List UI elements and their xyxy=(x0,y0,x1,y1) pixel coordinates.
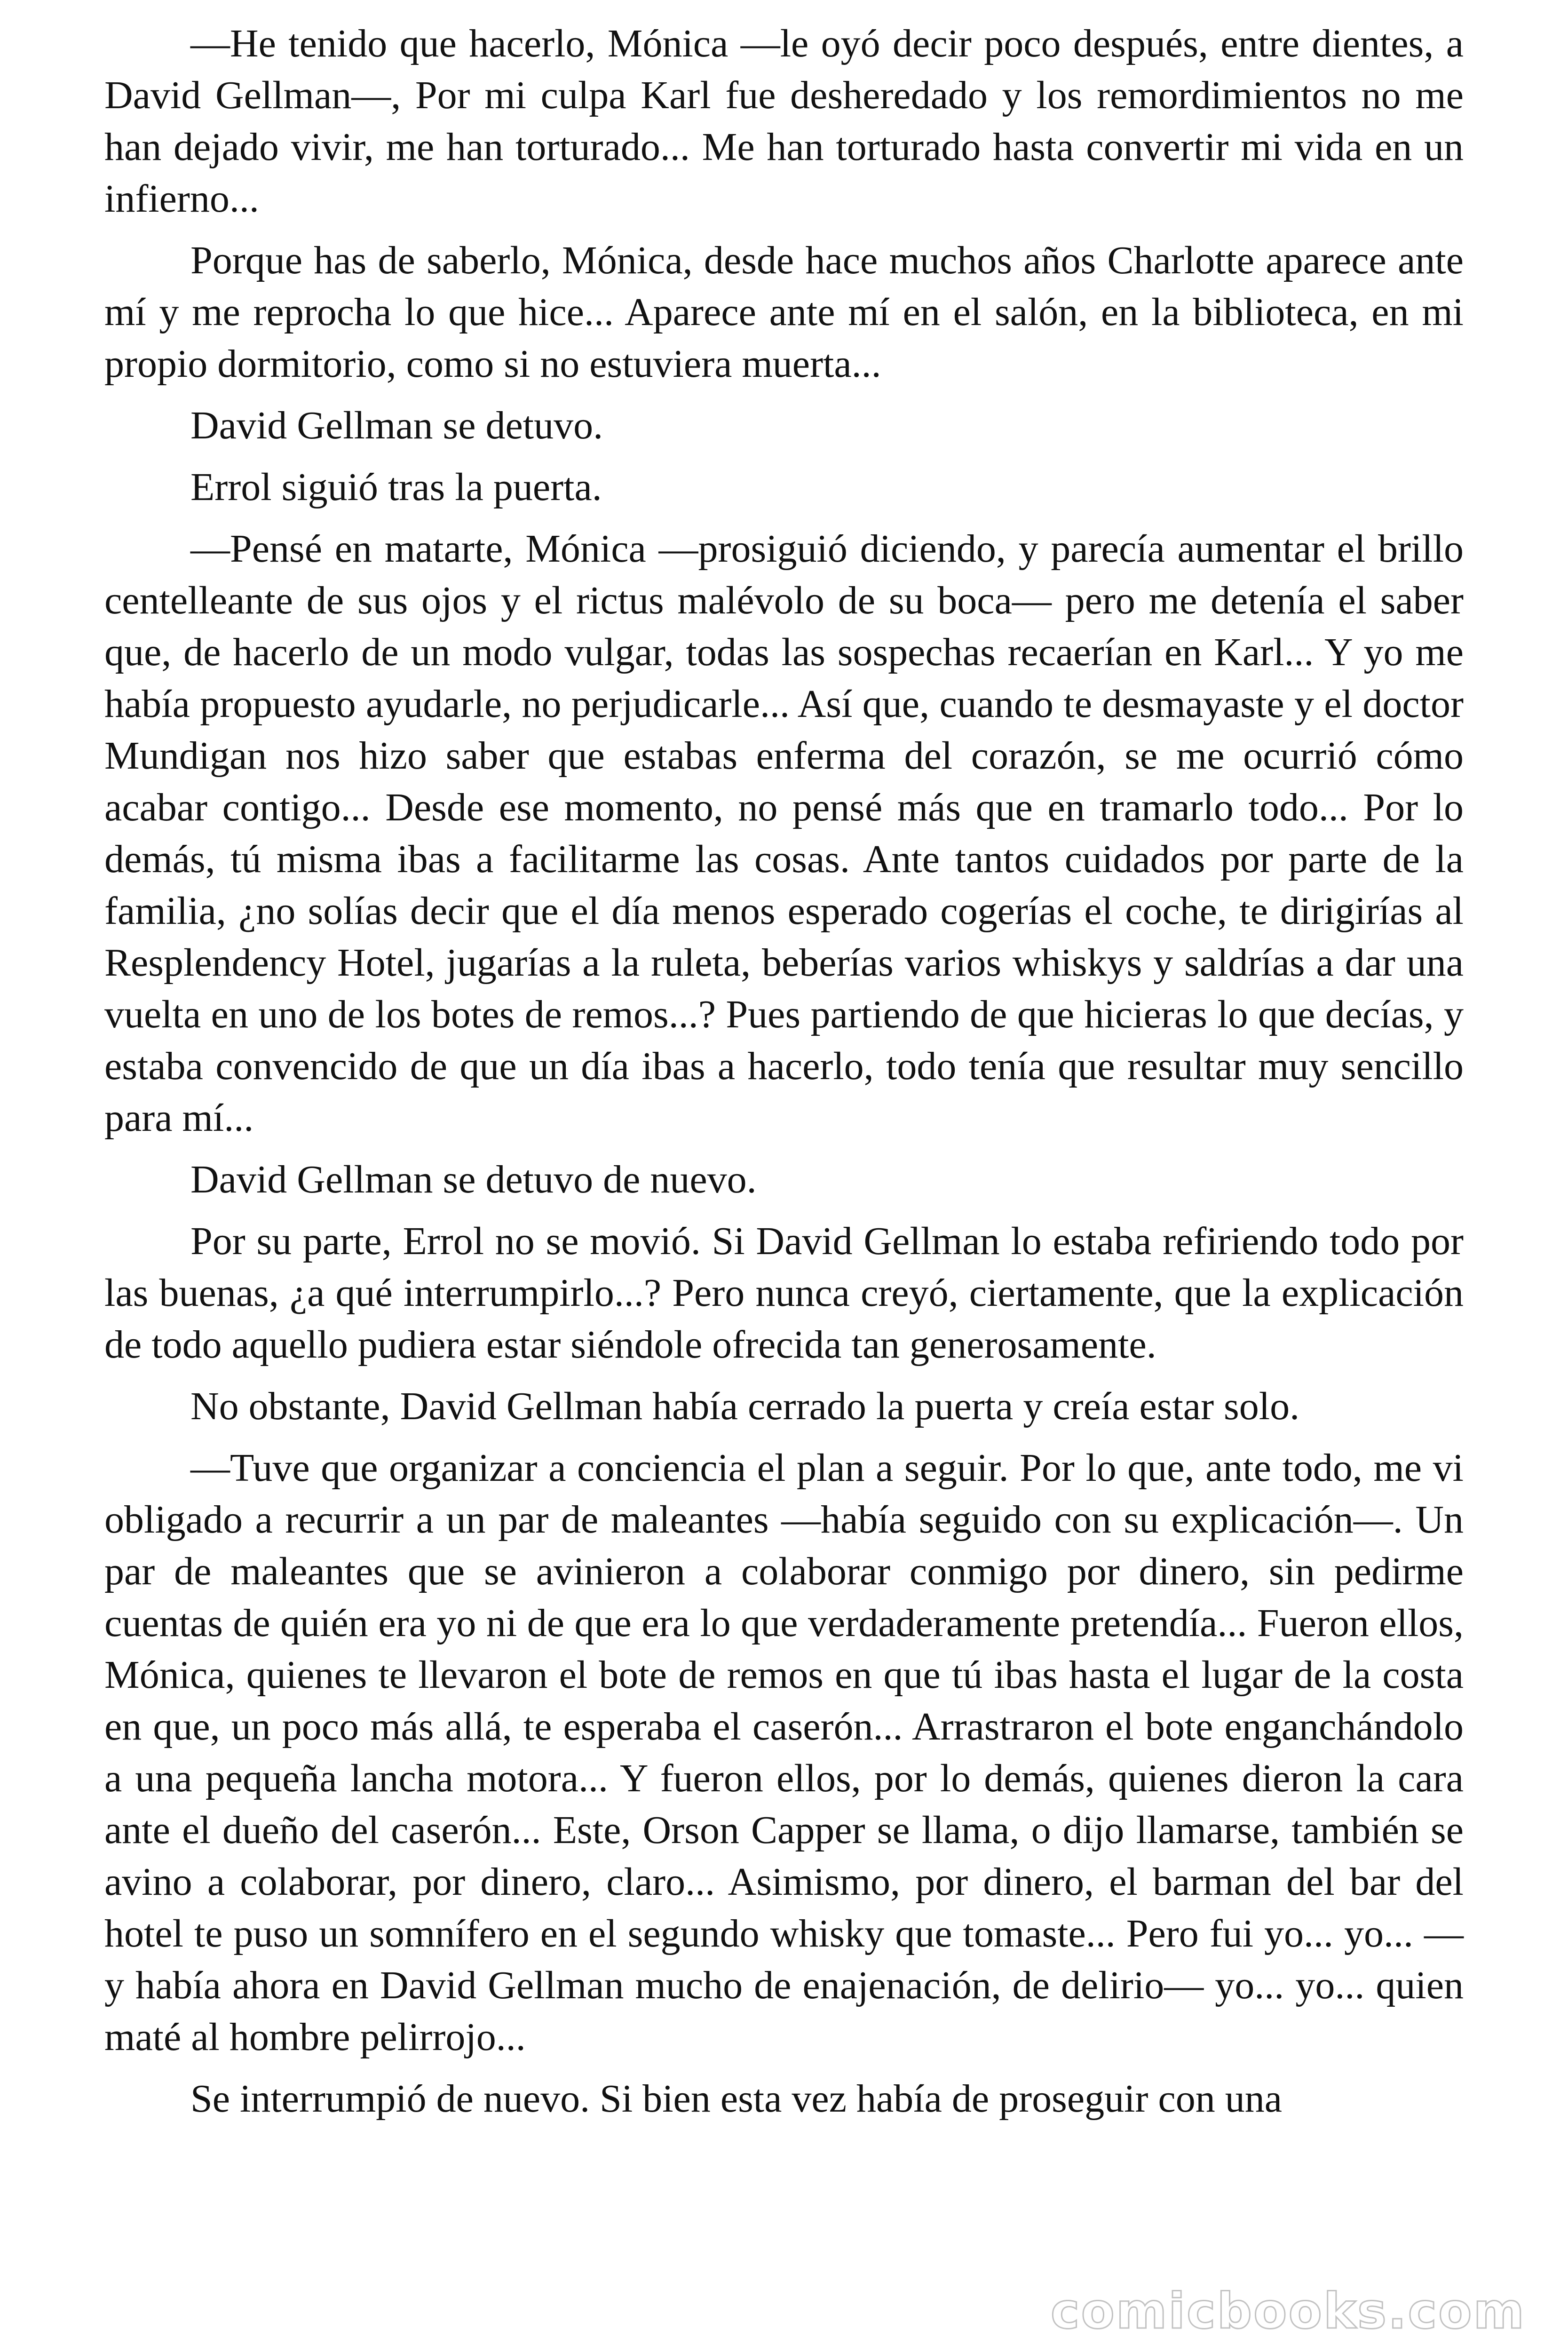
paragraph-6: David Gellman se detuvo de nuevo. xyxy=(190,1158,757,1201)
paragraph-2: Porque has de saberlo, Mónica, desde hace muchos años Charlotte aparece ante mí y me reprocha lo que hice... Aparece ante mí en el salón, en la biblioteca, en mi propio dormitorio, como si no estuviera muerta... xyxy=(104,238,1464,386)
watermark: comicbooks.com xyxy=(1050,2282,1526,2340)
paragraph-3: David Gellman se detuvo. xyxy=(190,404,603,447)
paragraph-1: —He tenido que hacerlo, Mónica —le oyó decir poco después, entre dientes, a David Gellman—, Por mi culpa Karl fue desheredado y los remordimientos no me han dejado vivir, me han torturado... Me han torturado hasta convertir mi vida en un infierno... xyxy=(104,22,1464,221)
paragraph-8: No obstante, David Gellman había cerrado la puerta y creía estar solo. xyxy=(190,1384,1300,1428)
paragraph-7: Por su parte, Errol no se movió. Si David Gellman lo estaba refiriendo todo por las buenas, ¿a qué interrumpirlo...? Pero nunca creyó, ciertamente, que la explicación de todo aquello pudiera estar siéndole ofrecida tan generosamente. xyxy=(104,1219,1464,1367)
page-text xyxy=(104,18,1464,2135)
paragraph-4: Errol siguió tras la puerta. xyxy=(190,465,602,509)
paragraph-9: —Tuve que organizar a conciencia el plan a seguir. Por lo que, ante todo, me vi obligado a recurrir a un par de maleantes —había seguido con su explicación—. Un par de maleantes que se avinieron a colaborar conmigo por dinero, sin pedirme cuentas de quién era yo ni de que era lo que verdaderamente pretendía... Fueron ellos, Mónica, quienes te llevaron el bote de remos en que tú ibas hasta el lugar de la costa en que, un poco más allá, te esperaba el caserón... Arrastraron el bote enganchándolo a una pequeña lancha motora... Y fueron ellos, por lo demás, quienes dieron la cara ante el dueño del caserón... Este, Orson Capper se llama, o dijo llamarse, también se avino a colaborar, por dinero, claro... Asimismo, por dinero, el barman del bar del hotel te puso un somnífero en el segundo whisky que tomaste... Pero fui yo... yo... —y había ahora en David Gellman mucho de enajenación, de delirio— yo... yo... quien maté al hombre pelirrojo... xyxy=(104,1446,1464,2059)
paragraph-5: —Pensé en matarte, Mónica —prosiguió diciendo, y parecía aumentar el brillo centelleante de sus ojos y el rictus malévolo de su boca— pero me detenía el saber que, de hacerlo de un modo vulgar, todas las sospechas recaerían en Karl... Y yo me había propuesto ayudarle, no perjudicarle... Así que, cuando te desmayaste y el doctor Mundigan nos hizo saber que estabas enferma del corazón, se me ocurrió cómo acabar contigo... Desde ese momento, no pensé más que en tramarlo todo... Por lo demás, tú misma ibas a facilitarme las cosas. Ante tantos cuidados por parte de la familia, ¿no solías decir que el día menos esperado cogerías el coche, te dirigirías al Resplendency Hotel, jugarías a la ruleta, beberías varios whiskys y saldrías a dar una vuelta en uno de los botes de remos...? Pues partiendo de que hicieras lo que decías, y estaba convencido de que un día ibas a hacerlo, todo tenía que resultar muy sencillo para mí... xyxy=(104,527,1464,1140)
paragraph-10: Se interrumpió de nuevo. Si bien esta vez había de proseguir con una xyxy=(190,2077,1282,2121)
